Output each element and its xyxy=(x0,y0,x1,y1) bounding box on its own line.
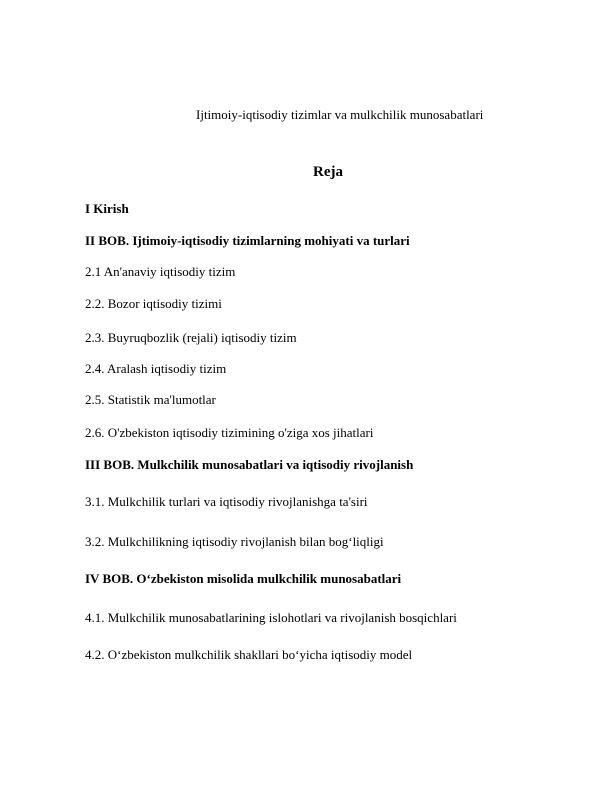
toc-item-2-6: 2.6. O'zbekiston iqtisodiy tizimining o'ziga xos jihatlari xyxy=(85,425,374,440)
toc-item-4-1: 4.1. Mulkchilik munosabatlarining islohotlari va rivojlanish bosqichlari xyxy=(85,610,457,625)
toc-chapter-2: II BOB. Ijtimoiy-iqtisodiy tizimlarning mohiyati va turlari xyxy=(85,233,410,248)
toc-item-2-3: 2.3. Buyruqbozlik (rejali) iqtisodiy tizim xyxy=(85,330,297,345)
toc-item-2-5: 2.5. Statistik ma'lumotlar xyxy=(85,392,216,407)
toc-item-3-2: 3.2. Mulkchilikning iqtisodiy rivojlanish bilan bog‘liqligi xyxy=(85,534,384,549)
toc-chapter-4: IV BOB. O‘zbekiston misolida mulkchilik munosabatlari xyxy=(85,571,402,586)
toc-item-2-4: 2.4. Aralash iqtisodiy tizim xyxy=(85,361,227,376)
toc-item-intro: I Kirish xyxy=(85,201,129,216)
toc-item-2-2: 2.2. Bozor iqtisodiy tizimi xyxy=(85,296,222,311)
toc-item-3-1: 3.1. Mulkchilik turlari va iqtisodiy rivojlanishga ta'siri xyxy=(85,494,368,509)
plan-heading: Reja xyxy=(313,164,343,180)
toc-item-4-2: 4.2. O‘zbekiston mulkchilik shakllari bo‘yicha iqtisodiy model xyxy=(85,647,413,662)
document-title: Ijtimoiy-iqtisodiy tizimlar va mulkchilik munosabatlari xyxy=(196,107,484,122)
toc-item-2-1: 2.1 An'anaviy iqtisodiy tizim xyxy=(85,264,236,279)
toc-chapter-3: III BOB. Mulkchilik munosabatlari va iqtisodiy rivojlanish xyxy=(85,457,414,472)
